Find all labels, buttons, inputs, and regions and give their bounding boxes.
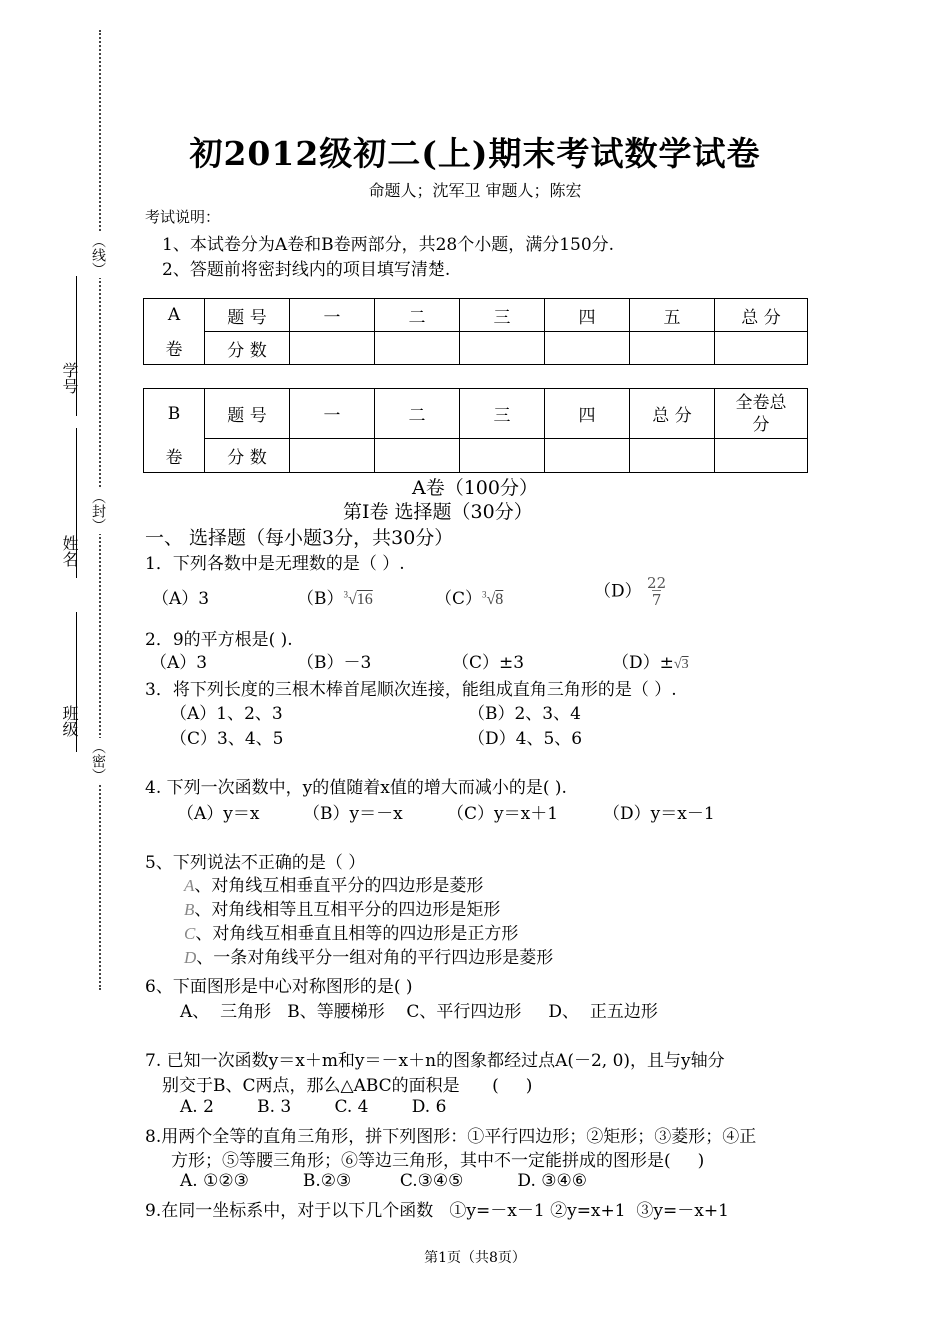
table-a-score-cell[interactable]	[715, 332, 808, 365]
score-table-b	[143, 388, 808, 473]
table-a-row2-label: 分 数	[205, 332, 290, 365]
table-a-col-4: 四	[545, 299, 630, 332]
page-title: 初2012级初二(上)期末考试数学试卷	[189, 134, 761, 173]
table-b-score-cell[interactable]	[545, 439, 630, 473]
instruction-1: 1、本试卷分为A卷和B卷两部分，共28个小题，满分150分.	[162, 235, 615, 255]
table-a-col-2: 二	[375, 299, 460, 332]
q7-line-2: 别交于B、C两点，那么△ABC的面积是 ( )	[162, 1076, 533, 1096]
table-a-score-cell[interactable]	[460, 332, 545, 365]
authors: 命题人；沈军卫 审题人；陈宏	[368, 181, 582, 200]
q2-option-a: （A）3	[150, 653, 208, 673]
q5-option-b: B、对角线相等且互相平分的四边形是矩形	[184, 900, 501, 920]
margin-line-label: （线）	[90, 234, 106, 276]
table-b-col-2: 二	[375, 389, 460, 439]
q5-stem: 5、下列说法不正确的是（ ）	[145, 853, 366, 873]
q1-stem: 1．下列各数中是无理数的是（ ）.	[145, 554, 405, 574]
q8-line-1: 8.用两个全等的直角三角形，拼下列图形：①平行四边形；②矩形；③菱形；④正	[145, 1127, 757, 1147]
instructions-heading: 考试说明：	[145, 208, 221, 226]
table-a-row1-label: 题 号	[205, 299, 290, 332]
class-label: 班级	[60, 705, 79, 737]
table-b-score-cell[interactable]	[290, 439, 375, 473]
q9-line-1: 9.在同一坐标系中，对于以下几个函数 ①y=－x－1 ②y=x+1 ③y=－x+1	[145, 1201, 729, 1221]
table-a-col-5: 五	[630, 299, 715, 332]
table-b-score-cell[interactable]	[375, 439, 460, 473]
table-a-side-top: A	[144, 299, 205, 332]
q5-option-a: A、对角线互相垂直平分的四边形是菱形	[184, 876, 484, 896]
q2-option-c: （C）±3	[452, 653, 525, 673]
q4-option-c: （C）y＝x＋1	[447, 804, 559, 824]
choice-heading: 一、 选择题（每小题3分，共30分）	[145, 527, 454, 549]
student-no-field[interactable]	[76, 276, 77, 416]
margin-seal-label: （封）	[90, 490, 106, 532]
table-b-col-3: 三	[460, 389, 545, 439]
table-a-side-bottom: 卷	[144, 332, 205, 365]
table-b-row2-label: 分 数	[205, 439, 290, 473]
table-b-col-1: 一	[290, 389, 375, 439]
table-a-col-1: 一	[290, 299, 375, 332]
q6-stem: 6、下面图形是中心对称图形的是( )	[145, 977, 413, 997]
fraction: $\frac{22}{7}$	[647, 574, 667, 609]
table-b-score-cell[interactable]	[715, 439, 808, 473]
q4-option-d: （D）y＝x－1	[603, 804, 715, 824]
part-one-heading: 第Ⅰ卷 选择题（30分）	[343, 501, 533, 523]
q1-option-a: （A）3	[152, 589, 210, 609]
student-no-label: 学号	[60, 362, 79, 394]
score-table-a	[143, 298, 808, 365]
page-footer: 第1页（共8页）	[424, 1250, 526, 1266]
q4-option-b: （B）y＝－x	[303, 804, 403, 824]
q2-stem: 2．9的平方根是( ).	[145, 630, 293, 650]
q3-stem: 3．将下列长度的三根木棒首尾顺次连接，能组成直角三角形的是（ ）.	[145, 680, 677, 700]
q4-option-a: （A）y＝x	[177, 804, 260, 824]
table-b-col-grand-total: 全卷总 分	[715, 389, 808, 439]
q3-option-d: （D）4、5、6	[468, 729, 583, 749]
margin-secret-label: （密）	[90, 740, 106, 782]
section-a-heading: A卷（100分）	[412, 477, 538, 499]
q5-option-d: D、一条对角线平分一组对角的平行四边形是菱形	[184, 948, 554, 968]
table-a-col-3: 三	[460, 299, 545, 332]
table-a-col-total: 总 分	[715, 299, 808, 332]
table-b-row1-label: 题 号	[205, 389, 290, 439]
table-a-score-cell[interactable]	[630, 332, 715, 365]
q1-option-d: $(D) \frac{22}{7}$	[594, 574, 667, 609]
name-field[interactable]	[76, 428, 77, 578]
table-b-score-cell[interactable]	[460, 439, 545, 473]
q2-option-d: （D）±√3	[612, 653, 689, 673]
table-a-score-cell[interactable]	[290, 332, 375, 365]
q5-option-c: C、对角线互相垂直且相等的四边形是正方形	[184, 924, 519, 944]
q3-option-b: （B）2、3、4	[468, 704, 581, 724]
q2-option-b: （B）－3	[297, 653, 372, 673]
q4-stem: 4. 下列一次函数中，y的值随着x值的增大而减小的是( ).	[145, 778, 567, 798]
q8-line-2: 方形；⑤等腰三角形；⑥等边三角形，其中不一定能拼成的图形是( )	[171, 1151, 705, 1171]
table-a-score-cell[interactable]	[545, 332, 630, 365]
q1-option-b: $(B)^3√16$	[297, 589, 373, 609]
table-b-side-bottom: 卷	[144, 439, 205, 473]
table-b-side-top: B	[144, 389, 205, 439]
q7-line-1: 7. 已知一次函数y＝x＋m和y＝－x＋n的图象都经过点A(－2, 0)，且与y轴分	[145, 1051, 725, 1071]
name-label: 姓名	[60, 535, 79, 567]
q3-option-c: （C）3、4、5	[170, 729, 284, 749]
q1-option-c: $(C)^3√8$	[435, 589, 504, 609]
class-field[interactable]	[76, 612, 77, 752]
q7-options: A. 2 B. 3 C. 4 D. 6	[180, 1097, 447, 1117]
q6-options: A、 三角形 B、等腰梯形 C、平行四边形 D、 正五边形	[180, 1002, 658, 1022]
instruction-2: 2、答题前将密封线内的项目填写清楚.	[162, 260, 451, 280]
table-b-col-total: 总 分	[630, 389, 715, 439]
q8-options: A. ①②③ B.②③ C.③④⑤ D. ③④⑥	[180, 1171, 587, 1191]
table-a-score-cell[interactable]	[375, 332, 460, 365]
table-b-col-4: 四	[545, 389, 630, 439]
table-b-score-cell[interactable]	[630, 439, 715, 473]
q3-option-a: （A）1、2、3	[170, 704, 283, 724]
